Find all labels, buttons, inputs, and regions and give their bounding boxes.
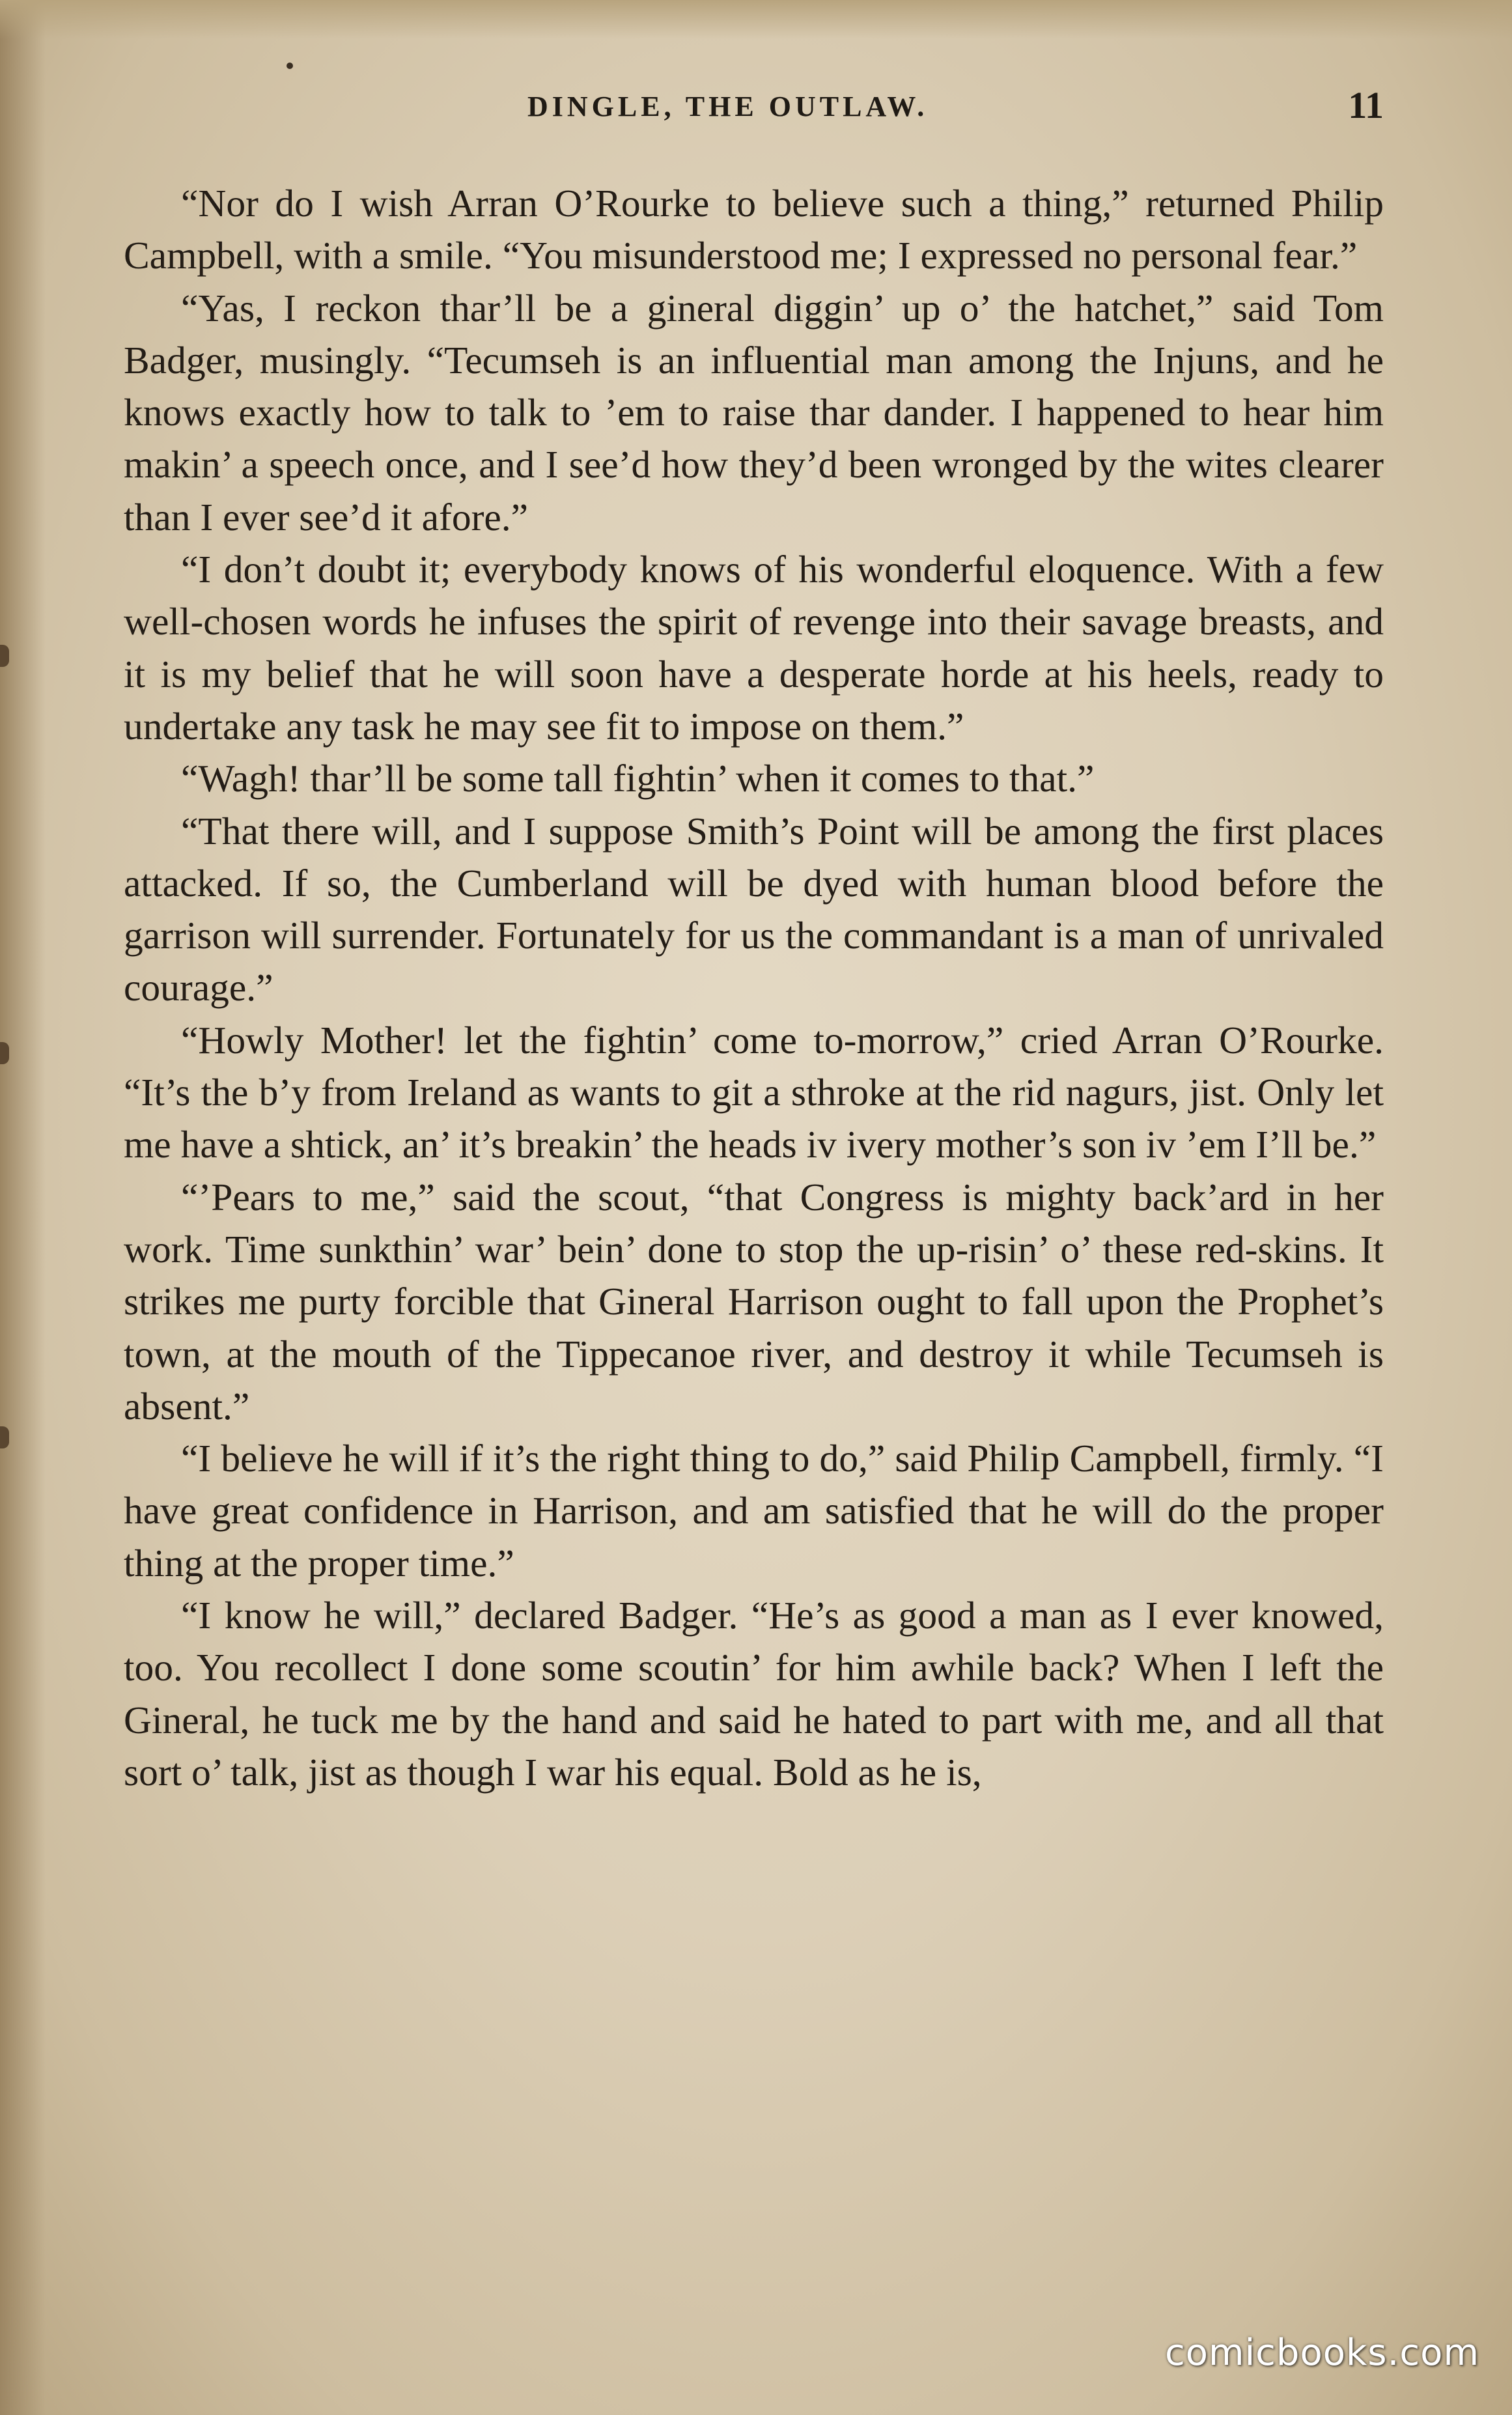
binding-mark [0, 1042, 9, 1064]
page-top-shadow [0, 0, 1512, 39]
paragraph: “Yas, I reckon thar’ll be a gineral diggin’ up o’ the hatchet,” said Tom Badger, musingly. “Tecumseh is an influential man among the Injuns, and he knows exactly how to talk to ’em to raise thar dander. I happened to hear him makin’ a speech once, and I see’d how they’d been wronged by the wites clearer than I ever see’d it afore.” [124, 286, 1384, 539]
watermark: comicbooks.com [1164, 2332, 1479, 2374]
page-left-shadow [0, 0, 46, 2415]
binding-mark [0, 645, 9, 667]
paragraph: “’Pears to me,” said the scout, “that Congress is mighty back’ard in her work. Time sunkthin’ war’ bein’ done to stop the up-risin’ o’ these red-skins. It strikes me purty forcible that Gineral Harrison ought to fall upon the Prophet’s town, at the mouth of the Tippecanoe river, and destroy it while Tecumseh is absent.” [124, 1175, 1384, 1428]
paragraph: “I believe he will if it’s the right thing to do,” said Philip Campbell, firmly. “I have great confidence in Harrison, and am satisfied that he will do the proper thing at the proper time.” [124, 1437, 1384, 1585]
paragraph: “I know he will,” declared Badger. “He’s as good a man as I ever knowed, too. You recollect I done some scoutin’ for him awhile back? When I left the Gineral, he tuck me by the hand and said he hated to part with me, and all that sort o’ talk, jist as though I war his equal. Bold as he is, [124, 1594, 1384, 1794]
binding-mark [0, 1426, 9, 1448]
body-text [124, 177, 1384, 1798]
page-number: 11 [1348, 84, 1384, 126]
paragraph: “I don’t doubt it; everybody knows of his wonderful eloquence. With a few well-chosen words he infuses the spirit of revenge into their savage breasts, and it is my belief that he will soon have a desperate horde at his heels, ready to undertake any task he may see fit to impose on them.” [124, 548, 1384, 748]
paragraph: “That there will, and I suppose Smith’s Point will be among the first places attacked. If so, the Cumberland will be dyed with human blood before the garrison will surrender. Fortunately for us the commandant is a man of unrivaled courage.” [124, 809, 1384, 1010]
ink-fleck [287, 63, 293, 69]
running-head: DINGLE, THE OUTLAW. [527, 91, 929, 122]
page-header [124, 83, 1384, 135]
paragraph: “Wagh! thar’ll be some tall fightin’ when it comes to that.” [181, 757, 1095, 800]
paragraph: “Howly Mother! let the fightin’ come to-morrow,” cried Arran O’Rourke. “It’s the b’y from Ireland as wants to git a sthroke at the rid nagurs, jist. Only let me have a shtick, an’ it’s breakin’ the heads iv ivery mother’s son iv ’em I’ll be.” [124, 1018, 1384, 1166]
paragraph: “Nor do I wish Arran O’Rourke to believe such a thing,” returned Philip Campbell, with a smile. “You misunderstood me; I expressed no personal fear.” [124, 182, 1384, 277]
